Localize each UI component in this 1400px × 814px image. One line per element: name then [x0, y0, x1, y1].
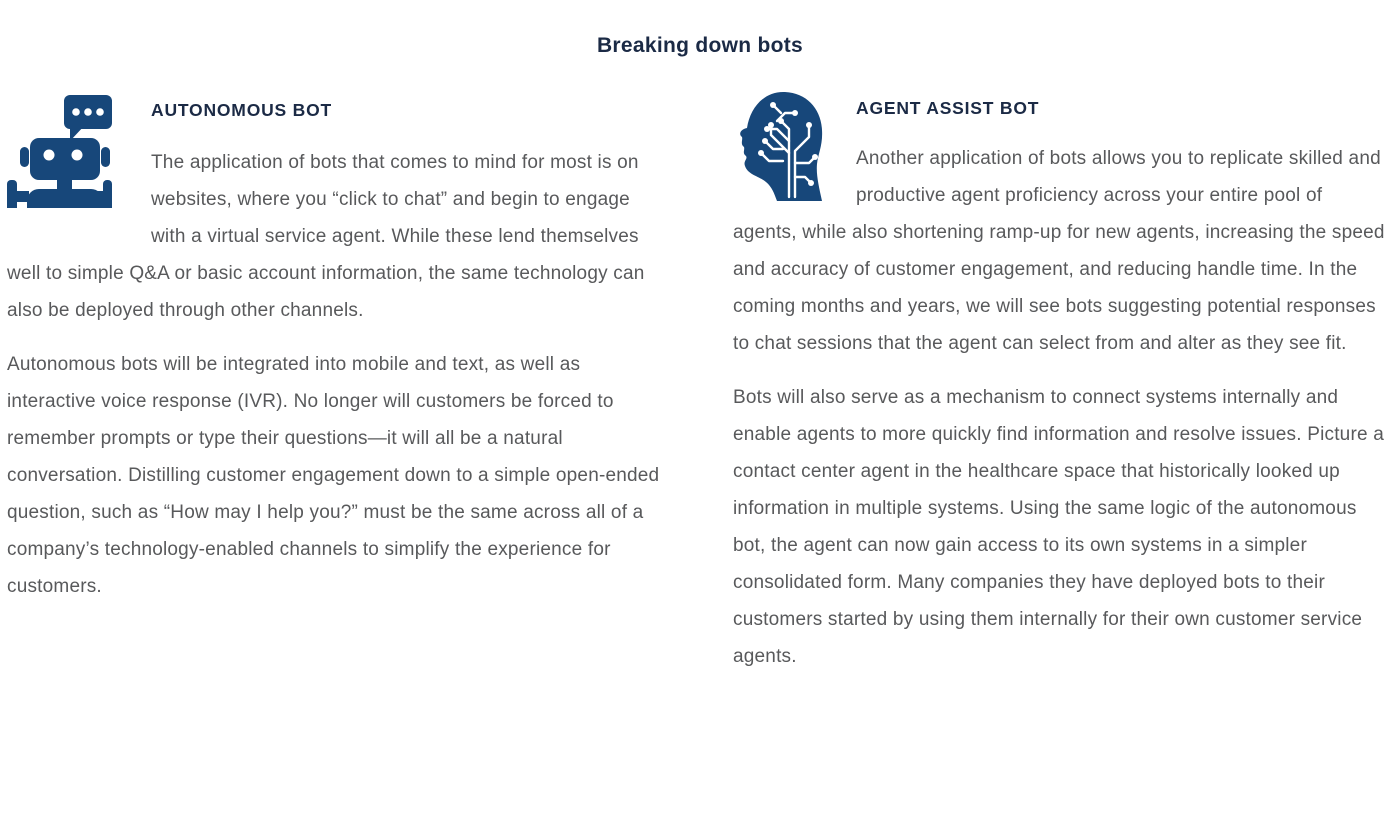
paragraph: Autonomous bots will be integrated into mobile and text, as well as interactive voice response (IVR). No longer will customers be forced to remember prompts or type their questions—it will all be a natural conversation. Distilling customer engagement down to a simple open-ended question, such as “How may I help you?” must be the same across all of a company’s technology-enabled channels to simplify the experience for customers.	[7, 354, 660, 597]
robot-chat-icon	[7, 91, 151, 219]
section-heading-agent-assist: AGENT ASSIST BOT	[856, 98, 1040, 118]
page-title: Breaking down bots	[596, 34, 804, 57]
paragraph: The application of bots that comes to mind for most is on websites, where you “click to chat” and begin to engage with a virtual service agent. While these lend themselves well to simple Q&A or basic account information, the same technology can also be deployed through other channels.	[7, 152, 645, 321]
section-agent-assist-bot	[733, 91, 1390, 675]
paragraph: Bots will also serve as a mechanism to connect systems internally and enable agents to more quickly find information and resolve issues. Picture a contact center agent in the healthcare space that historically looked up information in multiple systems. Using the same logic of the autonomous bot, the agent can now gain access to its own systems in a simpler consolidated form. Many companies they have deployed bots to their customers started by using them internally for their own customer service agents.	[733, 387, 1384, 667]
section-body-agent-assist	[733, 140, 1390, 675]
section-heading-autonomous: AUTONOMOUS BOT	[151, 100, 333, 120]
two-column-layout	[0, 91, 1400, 675]
section-autonomous-bot	[7, 91, 660, 675]
paragraph: Another application of bots allows you to replicate skilled and productive agent proficiency across your entire pool of agents, while also shortening ramp-up for new agents, increasing the speed and accuracy of customer engagement, and reducing handle time. In the coming months and years, we will see bots suggesting potential responses to chat sessions that the agent can select from and alter as they see fit.	[733, 148, 1385, 354]
circuit-head-icon	[733, 91, 856, 214]
